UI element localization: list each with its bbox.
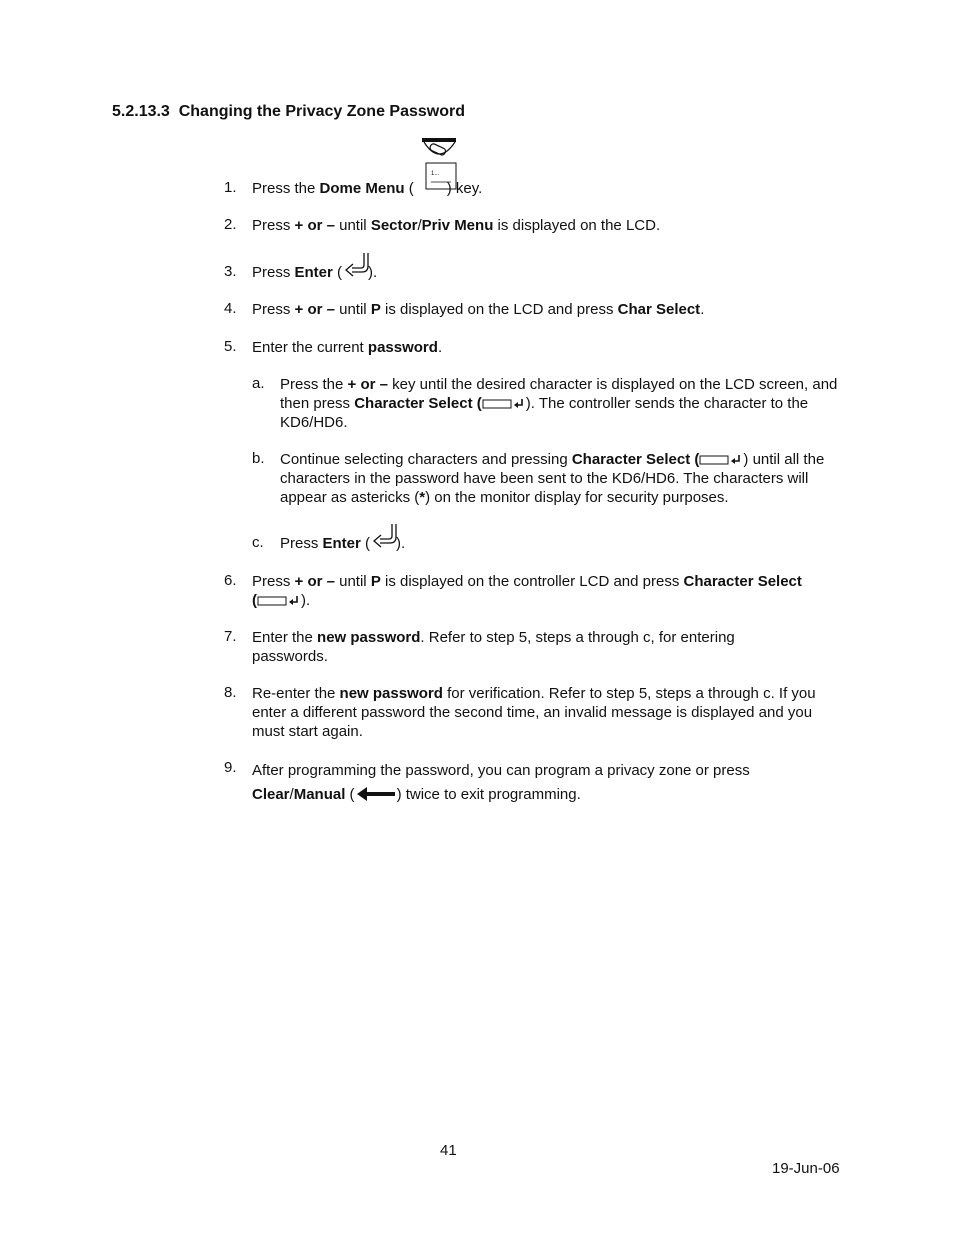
step-text: Enter the current [252,339,368,356]
enter-key-icon [372,522,398,548]
step-bold: + or – [294,301,335,318]
clear-manual-arrow-icon [355,785,397,805]
section-title: Changing the Privacy Zone Password [178,103,466,120]
step-bold: Character Select ( [571,451,700,468]
step-text: key until the desired character is displayed on the LCD screen, and then press [280,376,838,412]
step-text: until [334,301,371,318]
step-bold: * [419,489,426,506]
step-text: / [417,217,422,234]
step-text: is displayed on the controller LCD and press [380,573,684,590]
step-number: 6. [224,572,237,589]
step-bold: password [367,339,438,356]
step-number: 2. [224,216,237,233]
dome-menu-key-icon [420,136,460,192]
step-text: ). The controller sends the character to the KD6/HD6. [280,395,809,431]
step-text: is displayed on the LCD and press [380,301,618,318]
step-text: ) until all the characters in the password have been sent to the KD6/HD6. The characters will appear as astericks ( [280,451,825,506]
step-text: ). [301,592,311,609]
step-bold: + or – [347,376,388,393]
step-text: until [334,217,371,234]
step-text: Press [280,535,323,552]
substep-letter: b. [252,450,265,467]
step-number: 3. [224,263,237,280]
step-text: Press [252,301,295,318]
step-bold: Priv Menu [421,217,494,234]
step-bold: Character Select [683,573,802,590]
enter-key-icon [344,251,370,277]
step-bold: Dome Menu [319,180,405,197]
step-text: Press the [280,376,348,393]
character-select-key-icon [257,594,301,608]
step-bold: Enter [322,535,361,552]
step-text: ) on the monitor display for security purposes. [425,489,729,506]
step-number: 1. [224,179,237,196]
step-number: 7. [224,628,237,645]
step-bold: + or – [294,573,335,590]
step-text: . Refer to step 5, steps a through c, for entering passwords. [252,629,735,665]
step-text: Press the [252,180,320,197]
step-text: ) key. [446,180,483,197]
step-text: Press [252,217,295,234]
step-text: is displayed on the LCD. [493,217,661,234]
step-bold: ( [252,592,257,609]
step-text: / [289,786,294,803]
footer-date: 19-Jun-06 [772,1160,840,1177]
step-text: for verification. Refer to step 5, steps a through c. If you enter a different password the second time, an invalid message is displayed and you must start again. [252,685,816,740]
character-select-key-icon [482,397,526,411]
step-bold: Sector [370,217,418,234]
step-text: Continue selecting characters and pressing [280,451,572,468]
character-select-key-icon [699,453,743,467]
step-bold: P [370,301,381,318]
step-text: Enter the [252,629,318,646]
step-bold: new password [317,629,421,646]
step-text: . [700,301,705,318]
dome-menu-key-text: 1... [431,171,440,177]
page-number: 41 [440,1142,457,1159]
step-text: Press [252,573,295,590]
step-text: ( [332,264,343,281]
step-text: ( [404,180,414,197]
step-bold: Character Select ( [354,395,482,412]
step-bold: new password [339,685,443,702]
step-bold: Char Select [617,301,701,318]
step-text: After programming the password, you can program a privacy zone or press [252,762,750,779]
step-text: ). [368,264,378,281]
step-text: ) twice to exit programming. [396,786,581,803]
step-bold: + or – [294,217,335,234]
step-text: ( [345,786,355,803]
step-text: until [334,573,371,590]
substep-letter: a. [252,375,265,392]
step-number: 8. [224,684,237,701]
step-number: 4. [224,300,237,317]
step-bold: Enter [294,264,333,281]
step-text: Press [252,264,295,281]
step-bold: Manual [293,786,346,803]
step-number: 5. [224,338,237,355]
step-bold: Clear [252,786,290,803]
section-heading [112,103,465,121]
substep-letter: c. [252,534,264,551]
section-number: 5.2.13.3 [112,103,170,120]
step-text: Re-enter the [252,685,340,702]
step-bold: P [370,573,381,590]
step-number: 9. [224,759,237,776]
step-text: ). [396,535,406,552]
step-text: ( [360,535,371,552]
step-text: . [437,339,443,356]
